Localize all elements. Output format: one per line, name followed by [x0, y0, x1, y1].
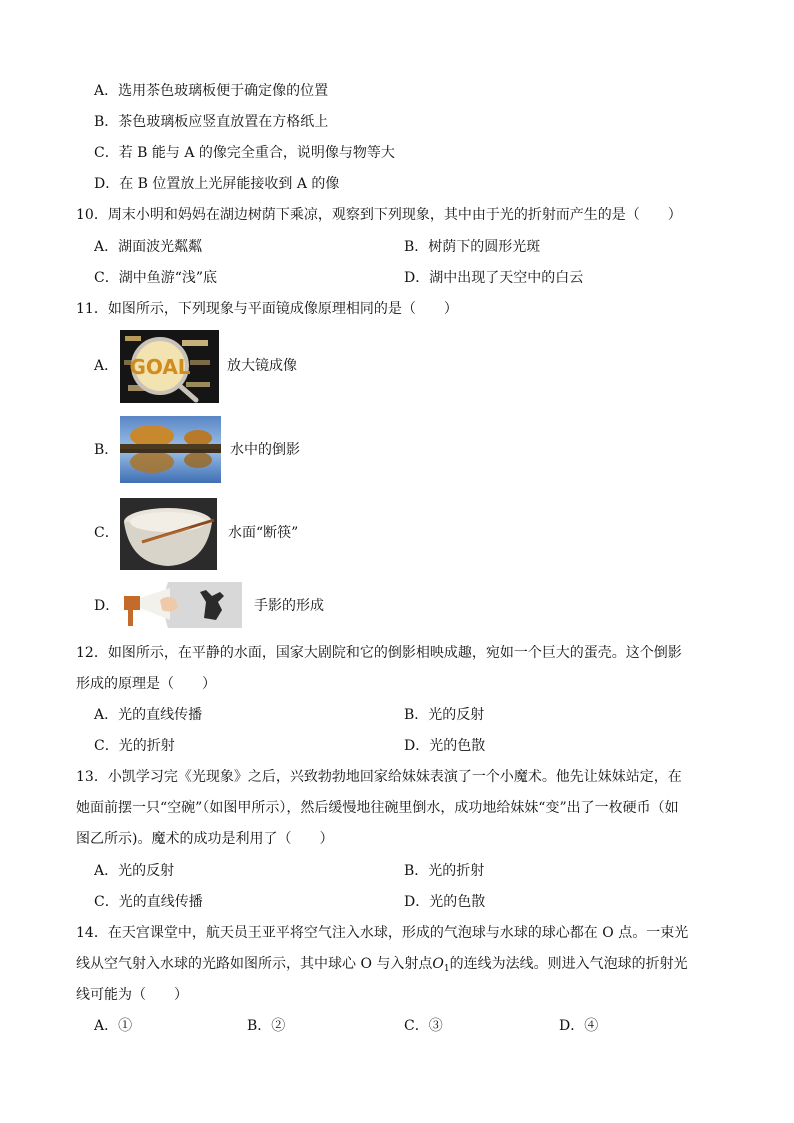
q11-option-b-letter: B． [94, 442, 119, 458]
q10-stem: 10．周末小明和妈妈在湖边树荫下乘凉，观察到下列现象，其中由于光的折射而产生的是（ ） [76, 207, 682, 223]
q14-incidence-point-subscript: 1 [443, 964, 450, 974]
q13-option-a: A．光的反射 [94, 863, 175, 879]
q12-option-b: B．光的反射 [404, 707, 485, 723]
tree-reflection-photo [120, 416, 221, 483]
q11-option-c-letter: C． [94, 525, 119, 541]
q13-stem-line2: 她面前摆一只“空碗”（如图甲所示），然后缓慢地往碗里倒水，成功地给妹妹“变”出了一枚硬币（如 [76, 800, 679, 816]
q14-option-d: D．④ [559, 1018, 599, 1034]
q11-option-a-letter: A． [94, 358, 119, 374]
q9-option-a: A．选用茶色玻璃板便于确定像的位置 [94, 83, 329, 99]
q11-option-d-caption: 手影的形成 [254, 598, 324, 614]
magnifier-goal-photo [120, 330, 219, 403]
q13-option-c: C．光的直线传播 [94, 894, 203, 910]
q10-option-d: D．湖中出现了天空中的白云 [404, 270, 584, 286]
q9-option-c: C．若 B 能与 A 的像完全重合，说明像与物等大 [94, 145, 395, 161]
q14-stem-line2 [76, 954, 688, 979]
q11-option-c-caption: 水面“断筷” [228, 525, 299, 541]
q10-option-b: B．树荫下的圆形光斑 [404, 239, 541, 255]
q10-option-c: C．湖中鱼游“浅”底 [94, 270, 218, 286]
q12-option-d: D．光的色散 [404, 738, 486, 754]
q14-option-b: B．② [247, 1018, 286, 1034]
q10-option-a: A．湖面波光粼粼 [94, 239, 203, 255]
q14-stem-line3: 线可能为（ ） [76, 987, 188, 1003]
q14-option-a: A．① [94, 1018, 133, 1034]
q14-stem-line2-part1: 线从空气射入水球的光路如图所示，其中球心 O 与入射点 [76, 956, 433, 972]
q14-incidence-point-symbol: O [432, 956, 444, 972]
q13-option-b: B．光的折射 [404, 863, 485, 879]
q12-stem-line2: 形成的原理是（ ） [76, 676, 216, 692]
hand-shadow-photo [120, 578, 242, 632]
q12-option-c: C．光的折射 [94, 738, 175, 754]
q11-option-b-caption: 水中的倒影 [230, 442, 300, 458]
bowl-chopsticks-photo [120, 498, 217, 570]
q12-option-a: A．光的直线传播 [94, 707, 203, 723]
q14-stem-line2-part2: 的连线为法线。则进入气泡球的折射光 [449, 956, 688, 972]
q14-option-c: C．③ [404, 1018, 443, 1034]
q12-stem-line1: 12．如图所示，在平静的水面，国家大剧院和它的倒影相映成趣，宛如一个巨大的蛋壳。这个倒影 [76, 645, 682, 661]
q13-option-d: D．光的色散 [404, 894, 486, 910]
q11-stem: 11．如图所示，下列现象与平面镜成像原理相同的是（ ） [76, 301, 458, 317]
q14-stem-line1: 14．在天宫课堂中，航天员王亚平将空气注入水球，形成的气泡球与水球的球心都在 O 点。一束光 [76, 925, 689, 941]
q9-option-d: D．在 B 位置放上光屏能接收到 A 的像 [94, 176, 340, 192]
q13-stem-line1: 13．小凯学习完《光现象》之后，兴致勃勃地回家给妹妹表演了一个小魔术。他先让妹妹站定，在 [76, 769, 682, 785]
svg-text:GOAL: GOAL [129, 355, 191, 379]
q9-option-b: B．茶色玻璃板应竖直放置在方格纸上 [94, 114, 329, 130]
q11-option-d-letter: D． [94, 598, 120, 614]
q13-stem-line3: 图乙所示)。魔术的成功是利用了（ ） [76, 831, 334, 847]
q11-option-a-caption: 放大镜成像 [227, 358, 297, 374]
